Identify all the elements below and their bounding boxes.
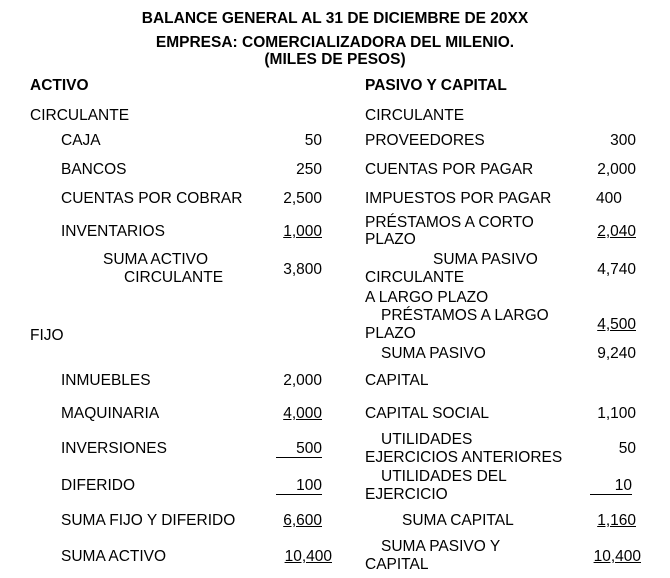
caja-value: 50 [304,132,322,149]
suma-capital-label: SUMA CAPITAL [402,512,514,529]
prestamos-largo-label-2: PLAZO [365,325,416,342]
utilidades-ejercicio-value: 10 [590,477,632,495]
utilidades-anteriores-label-1: UTILIDADES [381,431,473,448]
proveedores-value: 300 [610,132,636,149]
company-name: EMPRESA: COMERCIALIZADORA DEL MILENIO. [155,34,515,51]
suma-pasivo-capital-value: 10,400 [593,548,641,565]
fijo-label: FIJO [30,327,64,344]
caja-label: CAJA [61,132,101,149]
prestamos-largo-value: 4,500 [597,316,636,333]
suma-activo-circulante-label-2: CIRCULANTE [124,269,224,286]
proveedores-label: PROVEEDORES [365,132,485,149]
inventarios-label: INVENTARIOS [61,223,165,240]
utilidades-anteriores-label-2: EJERCICIOS ANTERIORES [365,449,563,466]
prestamos-corto-value: 2,040 [597,223,636,240]
suma-pasivo-circulante-label-2: CIRCULANTE [365,269,465,286]
inmuebles-label: INMUEBLES [61,372,151,389]
impuestos-por-pagar-value: 400 [596,190,622,207]
suma-activo-value: 10,400 [284,548,332,565]
suma-capital-value: 1,160 [597,512,636,529]
cuentas-por-cobrar-label: CUENTAS POR COBRAR [61,190,243,207]
prestamos-largo-label-1: PRÉSTAMOS A LARGO [381,307,549,324]
units-label: (MILES DE PESOS) [264,51,406,68]
suma-activo-circulante-value: 3,800 [283,261,322,278]
suma-pasivo-label: SUMA PASIVO [381,345,486,362]
diferido-label: DIFERIDO [61,477,136,494]
inmuebles-value: 2,000 [283,372,322,389]
capital-social-label: CAPITAL SOCIAL [365,405,490,422]
maquinaria-value: 4,000 [283,405,322,422]
suma-fijo-label: SUMA FIJO Y DIFERIDO [61,512,236,529]
bancos-value: 250 [296,161,322,178]
utilidades-ejercicio-label-1: UTILIDADES DEL [381,468,507,485]
suma-pasivo-capital-label-1: SUMA PASIVO Y [381,538,501,555]
cuentas-por-pagar-value: 2,000 [597,161,636,178]
suma-activo-circulante-label-1: SUMA ACTIVO [103,251,209,268]
bancos-label: BANCOS [61,161,127,178]
capital-label: CAPITAL [365,372,429,389]
impuestos-por-pagar-label: IMPUESTOS POR PAGAR [365,190,552,207]
activo-heading: ACTIVO [30,77,89,94]
suma-pasivo-value: 9,240 [597,345,636,362]
capital-social-value: 1,100 [597,405,636,422]
suma-pasivo-circulante-value: 4,740 [597,261,636,278]
inversiones-value: 500 [276,440,322,458]
utilidades-anteriores-value: 50 [618,440,636,457]
report-title: BALANCE GENERAL AL 31 DE DICIEMBRE DE 20XX [141,10,529,27]
inventarios-value: 1,000 [283,223,322,240]
diferido-value: 100 [276,477,322,495]
cuentas-por-cobrar-value: 2,500 [283,190,322,207]
activo-circulante-label: CIRCULANTE [30,107,130,124]
utilidades-ejercicio-label-2: EJERCICIO [365,486,448,503]
suma-pasivo-capital-label-2: CAPITAL [365,556,429,573]
suma-pasivo-circulante-label-1: SUMA PASIVO [433,251,538,268]
suma-fijo-value: 6,600 [283,512,322,529]
pasivo-heading: PASIVO Y CAPITAL [365,77,507,94]
cuentas-por-pagar-label: CUENTAS POR PAGAR [365,161,534,178]
inversiones-label: INVERSIONES [61,440,167,457]
largo-plazo-label: A LARGO PLAZO [365,289,489,306]
maquinaria-label: MAQUINARIA [61,405,160,422]
suma-activo-label: SUMA ACTIVO [61,548,167,565]
prestamos-corto-label: PRÉSTAMOS A CORTO PLAZO [365,214,534,248]
pasivo-circulante-label: CIRCULANTE [365,107,465,124]
